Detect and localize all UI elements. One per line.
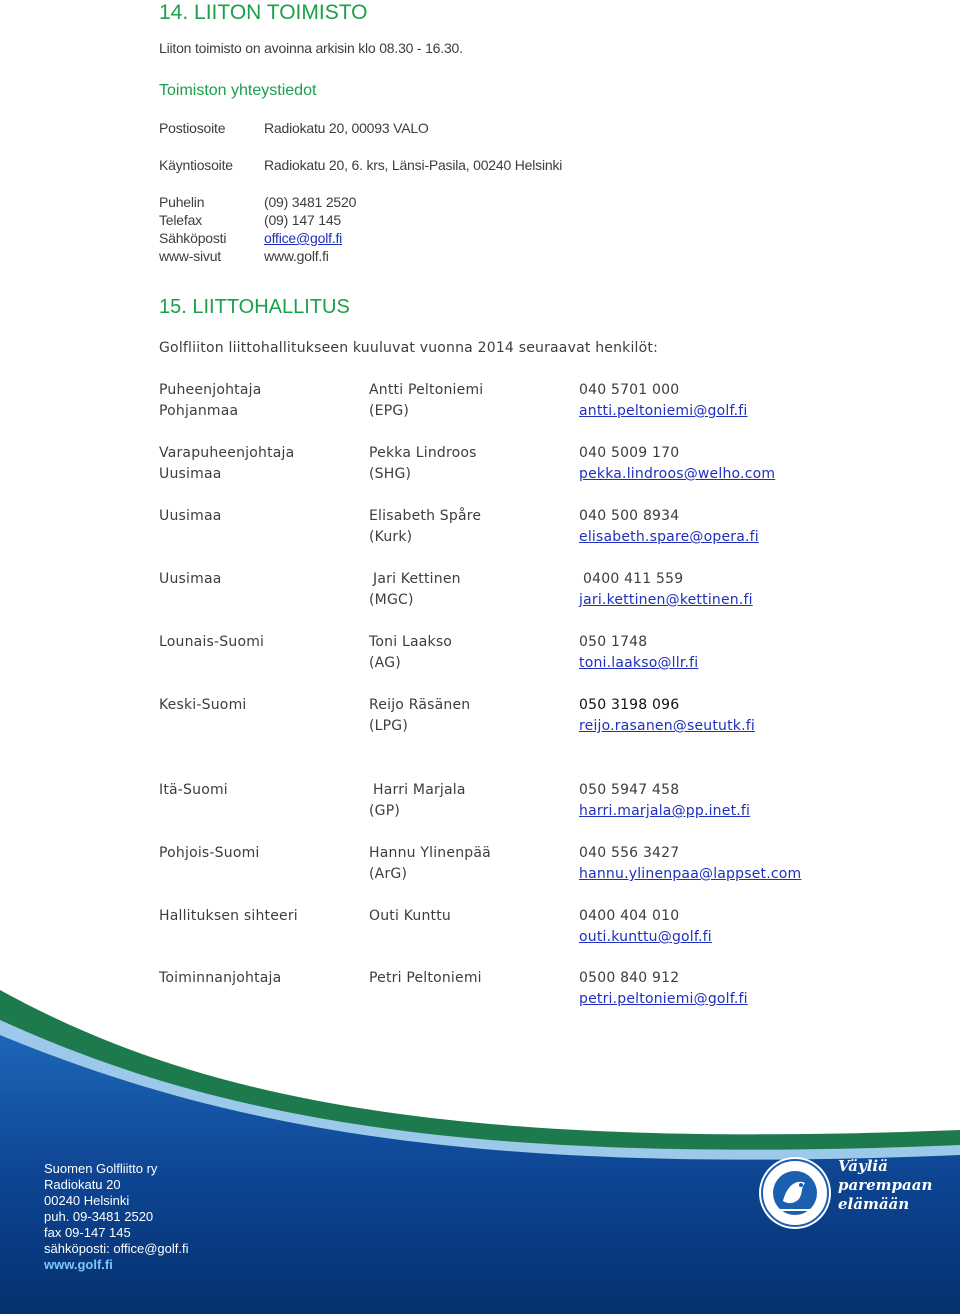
member-club: (Kurk)	[369, 529, 413, 545]
member-phone: 0400 411 559	[583, 571, 684, 587]
member-name: Toni Laakso	[369, 634, 453, 650]
member-name: Harri Marjala	[373, 782, 466, 798]
member-name: Petri Peltoniemi	[369, 970, 482, 986]
member-name: Outi Kunttu	[369, 908, 452, 924]
member-email-link[interactable]: jari.kettinen@kettinen.fi	[579, 592, 753, 608]
slogan-line: parempaan	[838, 1176, 933, 1194]
member-email-link[interactable]: elisabeth.spare@opera.fi	[579, 529, 759, 545]
member-role: Itä-Suomi	[159, 782, 228, 798]
footer-city: 00240 Helsinki	[44, 1193, 130, 1208]
member-club: (GP)	[369, 803, 401, 819]
member-club: (SHG)	[369, 466, 412, 482]
member-email-link[interactable]: antti.peltoniemi@golf.fi	[579, 403, 748, 419]
member-role: Uusimaa	[159, 508, 222, 524]
member-role: Keski-Suomi	[159, 697, 247, 713]
member-name: Hannu Ylinenpää	[369, 845, 491, 861]
member-club: (ArG)	[369, 866, 408, 882]
member-phone: 040 500 8934	[579, 508, 680, 524]
member-role: Varapuheenjohtaja	[159, 445, 295, 461]
member-role: Uusimaa	[159, 571, 222, 587]
fax-value: (09) 147 145	[264, 212, 341, 228]
member-email-link[interactable]: pekka.lindroos@welho.com	[579, 466, 776, 482]
slogan-line: elämään	[838, 1195, 910, 1213]
member-role: Puheenjohtaja	[159, 382, 262, 398]
web-value: www.golf.fi	[264, 248, 329, 264]
member-region: Pohjanmaa	[159, 403, 239, 419]
member-phone: 050 3198 096	[579, 697, 680, 713]
footer-org: Suomen Golfliitto ry	[44, 1161, 158, 1176]
footer-phone: puh. 09-3481 2520	[44, 1209, 154, 1224]
member-email-link[interactable]: hannu.ylinenpaa@lappset.com	[579, 866, 802, 882]
fax-label: Telefax	[159, 212, 202, 228]
footer-background	[0, 980, 960, 1314]
member-name: Reijo Räsänen	[369, 697, 471, 713]
member-email-link[interactable]: reijo.rasanen@seututk.fi	[579, 718, 755, 734]
footer-email: sähköposti: office@golf.fi	[44, 1241, 189, 1256]
member-phone: 050 5947 458	[579, 782, 680, 798]
web-label: www-sivut	[159, 248, 221, 264]
member-phone: 050 1748	[579, 634, 648, 650]
member-club: (MGC)	[369, 592, 414, 608]
office-heading: 14. LIITON TOIMISTO	[159, 1, 368, 24]
office-email-link[interactable]: office@golf.fi	[264, 230, 343, 246]
member-role: Lounais-Suomi	[159, 634, 265, 650]
member-email-link[interactable]: petri.peltoniemi@golf.fi	[579, 991, 748, 1007]
visit-value: Radiokatu 20, 6. krs, Länsi-Pasila, 00240 Helsinki	[264, 157, 563, 173]
footer-street: Radiokatu 20	[44, 1177, 121, 1192]
member-phone: 040 5009 170	[579, 445, 680, 461]
member-name: Pekka Lindroos	[369, 445, 477, 461]
slogan-line: Väyliä	[838, 1157, 888, 1175]
visit-label: Käyntiosoite	[159, 157, 233, 173]
phone-label: Puhelin	[159, 194, 205, 210]
golfliitto-logo-icon	[757, 1155, 833, 1231]
member-name: Elisabeth Spåre	[369, 508, 482, 524]
member-phone: 040 5701 000	[579, 382, 680, 398]
contacts-heading: Toimiston yhteystiedot	[159, 82, 317, 99]
member-club: (EPG)	[369, 403, 410, 419]
postal-value: Radiokatu 20, 00093 VALO	[264, 120, 429, 136]
postal-label: Postiosoite	[159, 120, 226, 136]
footer-web-link[interactable]: www.golf.fi	[44, 1257, 113, 1272]
footer-fax: fax 09-147 145	[44, 1225, 131, 1240]
phone-value: (09) 3481 2520	[264, 194, 357, 210]
member-role: Pohjois-Suomi	[159, 845, 260, 861]
member-club: (LPG)	[369, 718, 409, 734]
member-name: Jari Kettinen	[373, 571, 461, 587]
member-phone: 040 556 3427	[579, 845, 680, 861]
office-hours: Liiton toimisto on avoinna arkisin klo 08.30 - 16.30.	[159, 40, 463, 56]
member-role: Toiminnanjohtaja	[159, 970, 282, 986]
member-email-link[interactable]: harri.marjala@pp.inet.fi	[579, 803, 751, 819]
board-heading: 15. LIITTOHALLITUS	[159, 296, 350, 318]
member-email-link[interactable]: outi.kunttu@golf.fi	[579, 929, 712, 945]
member-name: Antti Peltoniemi	[369, 382, 484, 398]
footer-slogan	[838, 1157, 932, 1214]
board-intro: Golfliiton liittohallitukseen kuuluvat vuonna 2014 seuraavat henkilöt:	[159, 340, 659, 356]
member-role: Hallituksen sihteeri	[159, 908, 298, 924]
member-phone: 0400 404 010	[579, 908, 680, 924]
member-email-link[interactable]: toni.laakso@llr.fi	[579, 655, 699, 671]
email-label: Sähköposti	[159, 230, 227, 246]
member-region: Uusimaa	[159, 466, 222, 482]
member-club: (AG)	[369, 655, 401, 671]
member-phone: 0500 840 912	[579, 970, 680, 986]
